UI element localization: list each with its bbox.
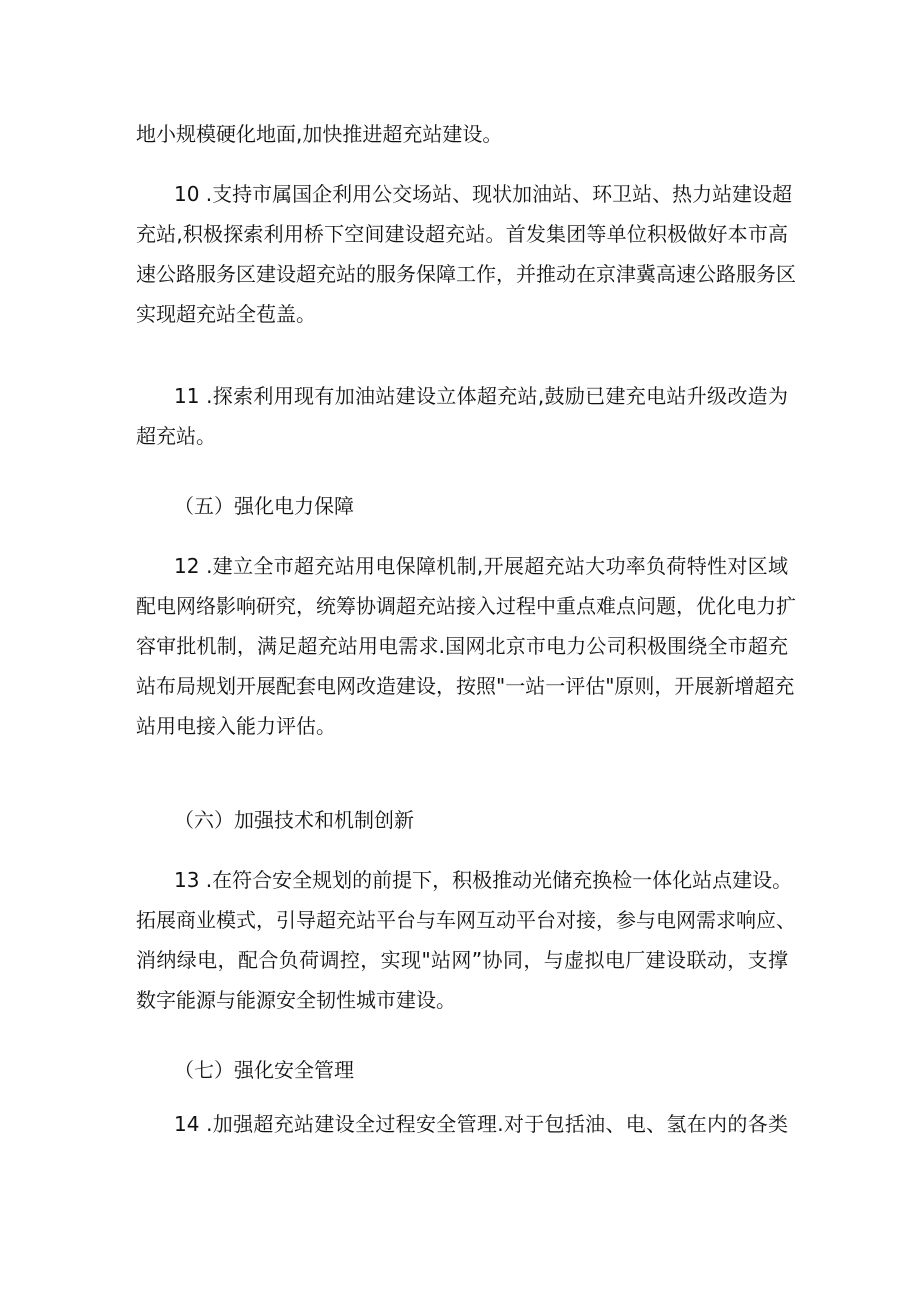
text-line: 11 .探索利用现有加油站建设立体超充站,鼓励已建充电站升级改造为 — [174, 384, 788, 408]
paragraph-continuation — [136, 118, 788, 150]
text-line: 数字能源与能源安全韧性城市建设。 — [136, 988, 456, 1012]
text-line: 拓展商业模式，引导超充站平台与车网互动平台对接，参与电网需求响应、 — [136, 908, 796, 932]
text-line: 地小规模硬化地面,加快推进超充站建设。 — [136, 122, 503, 146]
text-line: 12 .建立全市超充站用电保障机制,开展超充站大功率负荷特性对区域 — [174, 554, 788, 578]
text-line: 速公路服务区建设超充站的服务保障工作，并推动在京津冀高速公路服务区 — [136, 262, 796, 286]
text-line: 充站,积极探索利用桥下空间建设超充站。首发集团等单位积极做好本市高 — [136, 222, 788, 246]
text-line: 配电网络影响研究，统筹协调超充站接入过程中重点难点问题，优化电力扩 — [136, 594, 796, 618]
text-line: 13 .在符合安全规划的前提下，积极推动光储充换检一体化站点建设。 — [174, 868, 793, 892]
paragraph-14 — [136, 1108, 788, 1140]
paragraph-11 — [136, 380, 788, 452]
section-heading-6: （六）加强技术和机制创新 — [174, 808, 414, 832]
paragraph-13 — [136, 864, 796, 1016]
text-line: 容审批机制，满足超充站用电需求.国网北京市电力公司积极围绕全市超充 — [136, 634, 788, 658]
text-line: 超充站。 — [136, 424, 216, 448]
paragraph-12 — [136, 550, 796, 742]
text-line: 消纳绿电，配合负荷调控，实现"站网”协同，与虚拟电厂建设联动，支撑 — [136, 948, 788, 972]
paragraph-10 — [136, 178, 796, 330]
section-heading-5: （五）强化电力保障 — [174, 494, 354, 518]
text-line: 实现超充站全苞盖。 — [136, 302, 316, 326]
section-heading-7: （七）强化安全管理 — [174, 1058, 354, 1082]
text-line: 站布局规划开展配套电网改造建设，按照"一站一评估"原则，开展新增超充 — [136, 674, 795, 698]
text-line: 站用电接入能力评估。 — [136, 714, 336, 738]
text-line: 10 .支持市属国企利用公交场站、现状加油站、环卫站、热力站建设超 — [174, 182, 793, 206]
text-line: 14 .加强超充站建设全过程安全管理.对于包括油、电、氢在内的各类 — [174, 1112, 788, 1136]
